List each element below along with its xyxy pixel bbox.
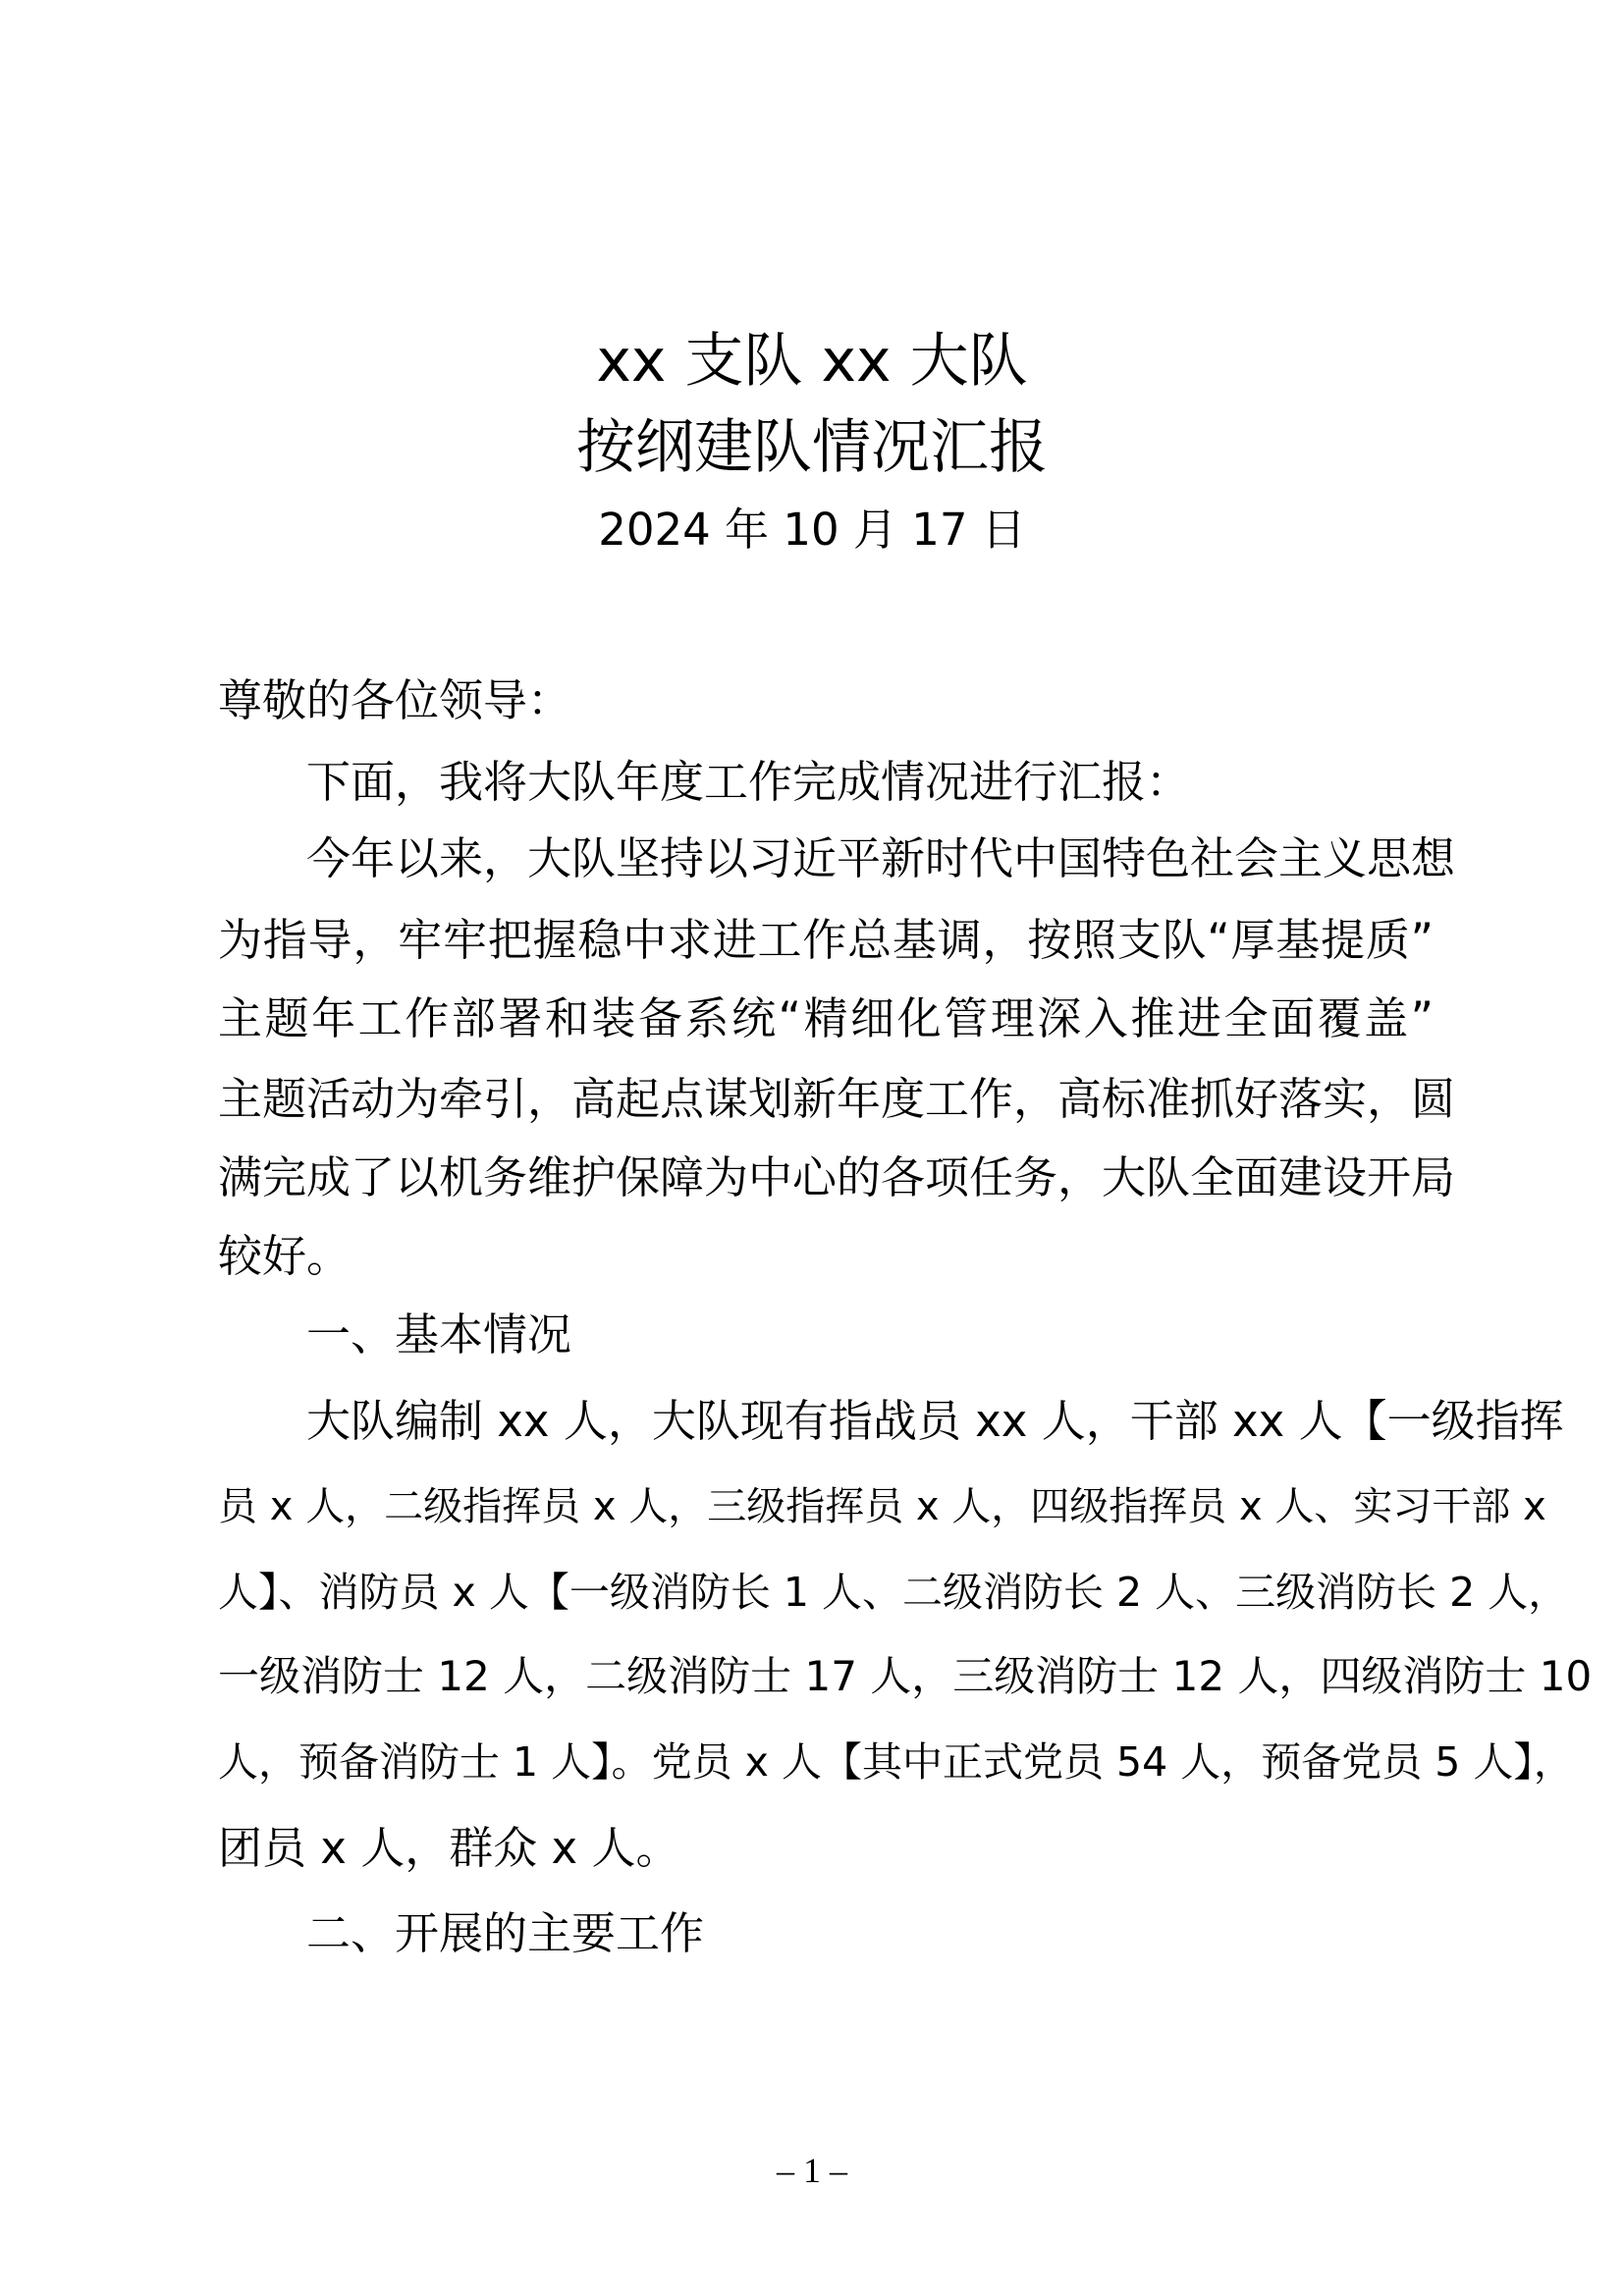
paragraph-line: 较好。 [218,1230,352,1282]
paragraph-line: 团员 x 人，群众 x 人。 [218,1822,680,1874]
paragraph-line: 人，预备消防士 1 人】。党员 x 人【其中正式党员 54 人，预备党员 5 人】， [218,1738,1574,1786]
report-date: 2024 年 10 月 17 日 [598,504,1026,556]
salutation: 尊敬的各位领导： [218,674,572,726]
section-heading-2: 二、开展的主要工作 [306,1907,705,1959]
paragraph-line: 为指导，牢牢把握稳中求进工作总基调，按照支队“厚基提质” [218,914,1434,966]
title-line-2: 按纲建队情况汇报 [576,413,1048,482]
intro-line: 下面，我将大队年度工作完成情况进行汇报： [306,756,1191,808]
paragraph-line: 满完成了以机务维护保障为中心的各项任务，大队全面建设开局 [218,1151,1456,1203]
title-line-1: xx 支队 xx 大队 [596,327,1028,396]
paragraph-line: 主题活动为牵引，高起点谋划新年度工作，高标准抓好落实，圆 [218,1073,1456,1125]
section-heading-1: 一、基本情况 [306,1308,572,1361]
paragraph-line: 人】、消防员 x 人【一级消防长 1 人、二级消防长 2 人、三级消防长 2 人， [218,1569,1569,1616]
paragraph-line: 大队编制 xx 人，大队现有指战员 xx 人，干部 xx 人【一级指挥 [306,1395,1564,1447]
paragraph-line: 一级消防士 12 人，二级消防士 17 人，三级消防士 12 人，四级消防士 10 [218,1652,1593,1700]
paragraph-line: 今年以来，大队坚持以习近平新时代中国特色社会主义思想 [306,832,1456,884]
paragraph-line: 员 x 人，二级指挥员 x 人，三级指挥员 x 人，四级指挥员 x 人、实习干部 x [218,1484,1546,1529]
page-number: – 1 – [777,2151,847,2190]
paragraph-line: 主题年工作部署和装备系统“精细化管理深入推进全面覆盖” [218,992,1434,1044]
